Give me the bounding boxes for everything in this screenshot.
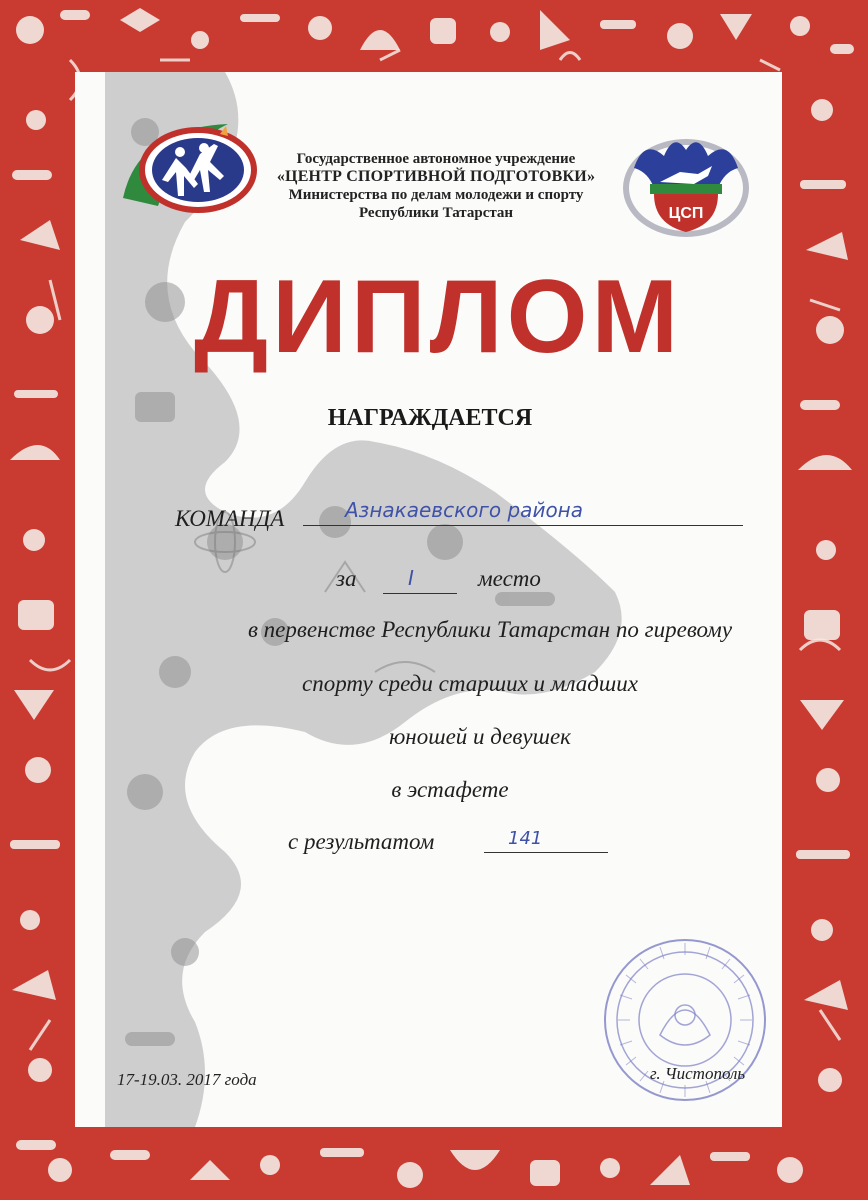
team-label: КОМАНДА	[175, 506, 285, 531]
organization-header	[260, 150, 612, 222]
org-name-line: Министерства по делам молодежи и спорту	[288, 187, 584, 203]
team-underline	[303, 525, 743, 526]
description-line: в первенстве Республики Татарстан по гиревому	[247, 617, 733, 642]
description-line: юношей и девушек	[389, 724, 571, 749]
org-name-line: Республики Татарстан	[358, 205, 514, 221]
org-name-line: Государственное автономное учреждение	[296, 151, 576, 167]
event-date: 17-19.03. 2017 года	[117, 1070, 257, 1089]
place-suffix: место	[478, 566, 541, 591]
sport-center-logo	[118, 118, 258, 218]
result-underline	[484, 852, 608, 853]
result-label: с результатом	[288, 829, 435, 854]
result-value: 141	[508, 828, 543, 849]
place-underline	[383, 593, 457, 594]
description-line: спорту среди старших и младших	[302, 671, 638, 696]
csp-logo-text: ЦСП	[668, 205, 704, 222]
place-prefix: за	[336, 566, 357, 591]
csp-emblem	[614, 128, 754, 243]
event-city: г. Чистополь	[650, 1064, 746, 1083]
awarded-heading: НАГРАЖДАЕТСЯ	[327, 405, 533, 431]
place-value: I	[408, 566, 414, 590]
org-name-line: «ЦЕНТР СПОРТИВНОЙ ПОДГОТОВКИ»	[276, 168, 596, 185]
description-line: в эстафете	[391, 777, 509, 802]
team-value: Азнакаевского района	[345, 498, 584, 522]
diploma-title: ДИПЛОМ	[194, 259, 683, 375]
